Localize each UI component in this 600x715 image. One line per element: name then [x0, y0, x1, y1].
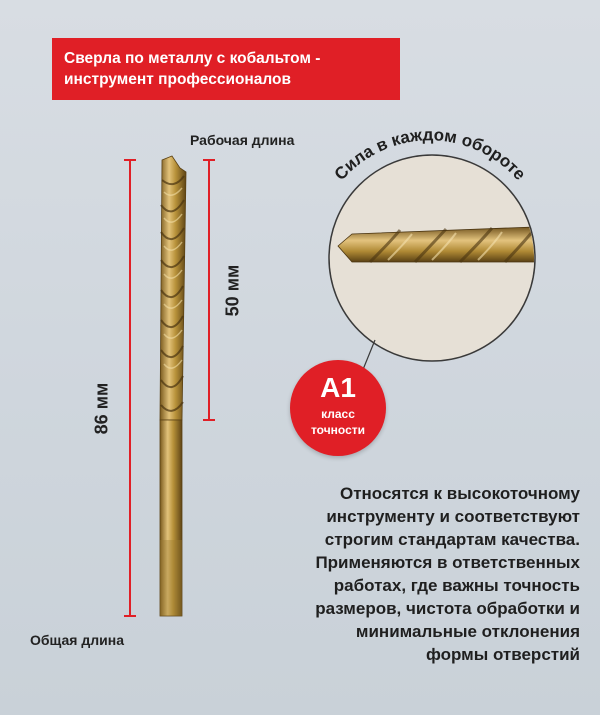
description-line: Относятся к высокоточному — [339, 484, 580, 503]
working-length-dimension — [203, 160, 215, 420]
description-text — [230, 482, 580, 666]
banner-title-line-2: инструмент профессионалов — [64, 71, 292, 88]
accuracy-class-badge — [290, 360, 386, 456]
banner-title — [64, 48, 394, 90]
title-banner — [52, 38, 400, 100]
working-length-label: Рабочая длина — [190, 132, 295, 148]
description-line: размеров, чистота обработки и — [315, 599, 580, 618]
total-length-dimension — [124, 160, 136, 616]
drill-bit — [160, 156, 186, 616]
total-length-label: Общая длина — [30, 632, 124, 648]
zoom-circle — [320, 125, 560, 372]
description-line: строгим стандартам качества. — [324, 530, 580, 549]
badge-grade: A1 — [320, 372, 356, 403]
arc-slogan: Сила в каждом обороте — [330, 125, 530, 184]
total-length-value: 86 мм — [91, 382, 112, 435]
description-line: формы отверстий — [425, 645, 580, 664]
working-length-value: 50 мм — [222, 264, 243, 317]
description-line: работах, где важны точность — [333, 576, 580, 595]
description-line: Применяются в ответственных — [315, 553, 580, 572]
badge-class-word: класс — [321, 407, 355, 421]
banner-title-line-1: Сверла по металлу с кобальтом - — [64, 50, 321, 67]
badge-accuracy-word: точности — [310, 423, 366, 437]
description-line: инструменту и соответствуют — [326, 507, 580, 526]
description-line: минимальные отклонения — [355, 622, 580, 641]
